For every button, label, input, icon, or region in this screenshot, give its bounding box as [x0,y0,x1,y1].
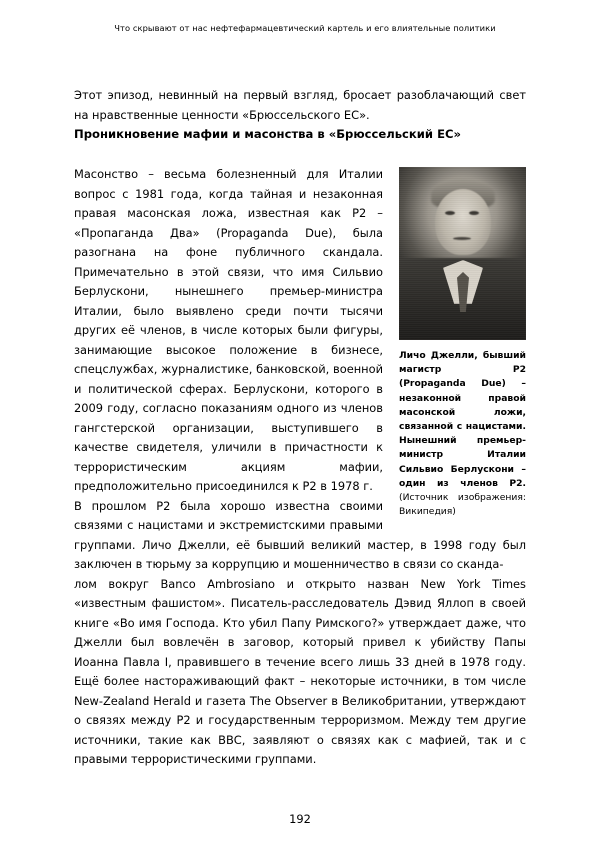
portrait-photo-image [399,167,526,340]
figure-caption-source: (Источник изображения: Википедия) [399,492,526,518]
figure-caption [399,349,526,519]
page-content [74,86,526,770]
body-paragraph-1: Масонство – весьма болезненный для Италии вопрос с 1981 года, когда тайная и незаконная правая масонская ложа, известная как Р2 – «Пропаганда Два» (Propaganda Due), была разогнана на фоне публичного скандала. Примечательно в этой связи, что имя Сильвио Берлускони, нынешнего премьер-министра Италии, было выявлено среди почти тысячи других её членов, в числе которых были фигуры, занимающие высокое положение в бизнесе, спецслужбах, журналистике, банковской, военной и политической сферах. Берлускони, которого в 2009 году, согласно показаниям одного из членов гангстерской организации, выступившего в качестве свидетеля, уличили в причастности к террористическим акциям мафии, предположительно присоединился к Р2 в 1978 г. [74,167,383,493]
section-heading: Проникновение мафии и масонства в «Брюссельский ЕС» [74,127,462,141]
body-paragraph-2-rest: лом вокруг Banco Ambrosiano и открыто назван New York Times «известным фашистом». Писатель-расследователь Дэвид Яллоп в своей книге «Во имя Господа. Кто убил Папу Римского?» утверждает даже, что Джелли был вовлечён в заговор, который привел к убийству Папы Иоанна Павла I, правившего в течение всего лишь 33 дней в 1978 году. Ещё более настораживающий факт – некоторые источники, в том числе New-Zealand Herald и газета The Observer в Великобритании, утверждают о связях между Р2 и государственным терроризмом. Между тем другие источники, такие как ВВС, заявляют о связях как с мафией, так и с правыми террористическими группами. [74,576,526,766]
figure-caption-main: Личо Джелли, бывший магистр Р2 (Propaganda Due) – незаконной правой масонской ложи, связанной с нацистами. Нынешний премьер-министр Италии Сильвио Берлускони – один из членов Р2. [399,350,526,489]
photo-grain-overlay [399,167,526,340]
page-number: 192 [289,812,311,826]
running-head: Что скрывают от нас нефтефармацевтический картель и его влиятельные политики [114,23,496,33]
intro-paragraph: Этот эпизод, невинный на первый взгляд, бросает разоблачающий свет на нравственные ценности «Брюссельского ЕС». [74,88,526,122]
figure-portrait [399,167,526,519]
body-paragraph-2-top: В прошлом Р2 была хорошо известна своими связями с нацистами и экстремистскими правыми группами. Личо Джелли, её бывший великий мастер, в 1998 году был заключен в тюрьму за коррупцию и мошенничество в связи со сканда- [74,498,526,571]
